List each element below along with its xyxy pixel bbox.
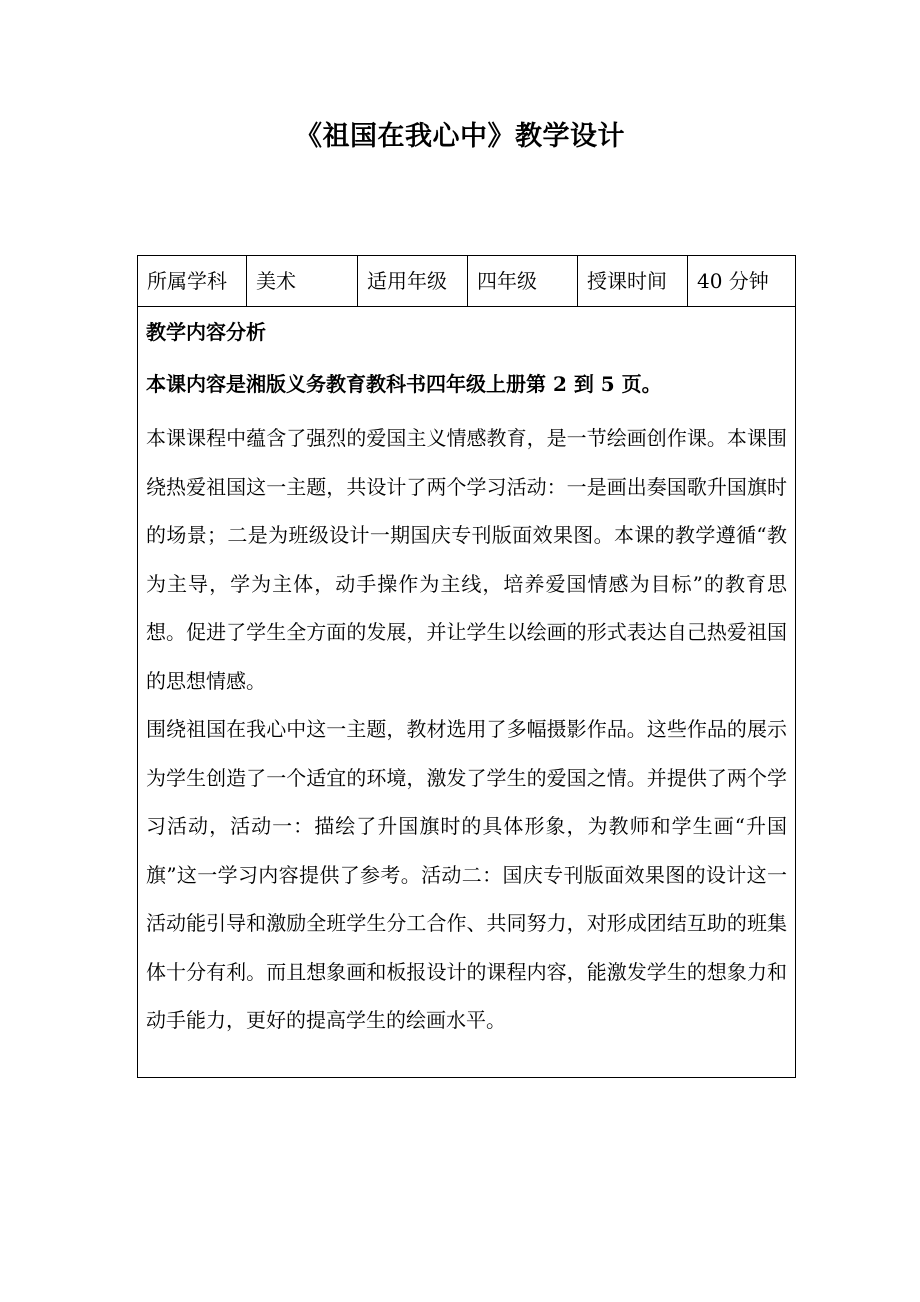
duration-label: 授课时间 — [578, 256, 688, 306]
section-heading: 教学内容分析 — [146, 320, 266, 344]
analysis-paragraph: 围绕祖国在我心中这一主题，教材选用了多幅摄影作品。这些作品的展示为学生创造了一个适宜的环境，激发了学生的爱国之情。并提供了两个学习活动，活动一：描绘了升国旗时的具体形象，为教师和学生画“升国旗”这一学习内容提供了参考。活动二：国庆专刊版面效果图的设计这一活动能引导和激励全班学生分工合作、共同努力，对形成团结互助的班集体十分有利。而且想象画和板报设计的课程内容，能激发学生的想象力和动手能力，更好的提高学生的绘画水平。 — [146, 717, 787, 1032]
table-header-row — [138, 256, 795, 307]
duration-value: 40 分钟 — [697, 269, 769, 293]
page-title: 《祖国在我心中》教学设计 — [295, 121, 625, 152]
subject-label: 所属学科 — [138, 256, 247, 306]
analysis-paragraph: 本课课程中蕴含了强烈的爱国主义情感教育，是一节绘画创作课。本课围绕热爱祖国这一主题，共设计了两个学习活动：一是画出奏国歌升国旗时的场景；二是为班级设计一期国庆专刊版面效果图。本课的教学遵循“教为主导，学为主体，动手操作为主线，培养爱国情感为目标”的教育思想。促进了学生全方面的发展，并让学生以绘画的形式表达自己热爱祖国的思想情感。 — [146, 426, 787, 693]
textbook-scope: 本课内容是湘版义务教育教科书四年级上册第 2 到 5 页。 — [146, 372, 662, 396]
lesson-info-table — [137, 255, 796, 1078]
grade-value: 四年级 — [468, 256, 578, 306]
grade-label: 适用年级 — [358, 256, 468, 306]
content-analysis-cell — [138, 307, 795, 1045]
subject-value: 美术 — [247, 256, 358, 306]
